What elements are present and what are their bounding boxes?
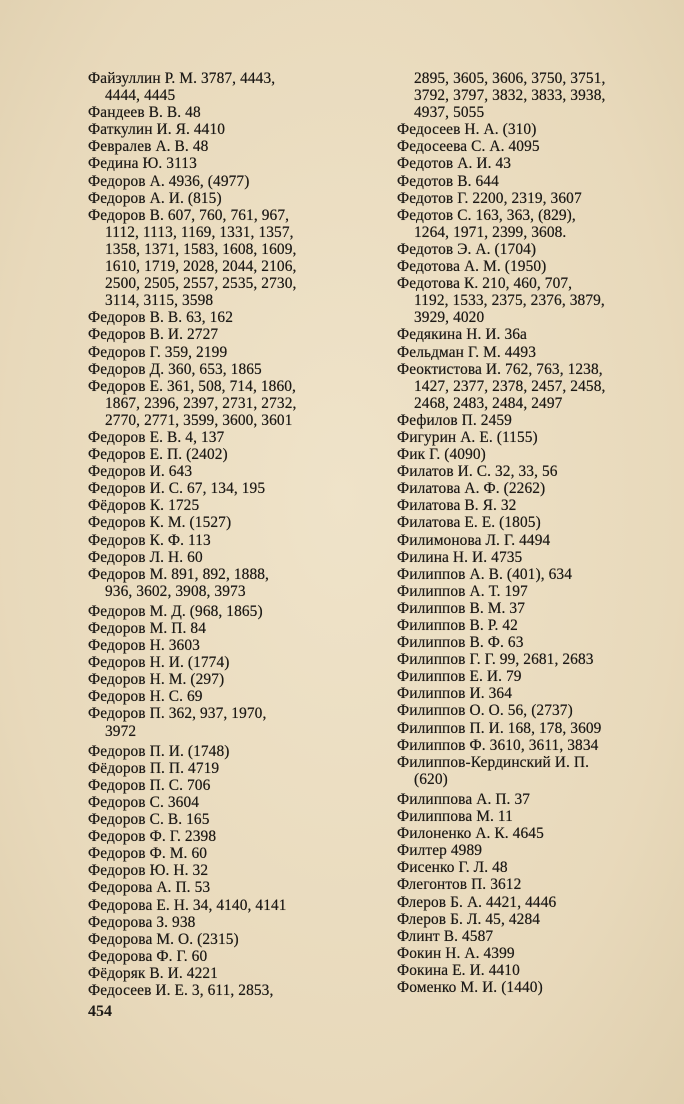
- entry-heading-line: Федоров С. В. 165: [88, 811, 210, 829]
- entry-heading-line: Федоров М. П. 84: [88, 620, 206, 637]
- entry-heading-line: Федоров А. 4936, (4977): [88, 172, 250, 190]
- entry-heading-line: Фоменко М. И. (1440): [397, 978, 543, 996]
- index-entry: [88, 70, 378, 104]
- entry-heading-line: Федоров Д. 360, 653, 1865: [88, 360, 262, 378]
- index-entry: [88, 794, 378, 811]
- entry-continuation-line: 1610, 1719, 2028, 2044, 2106,: [105, 258, 297, 276]
- index-entry: [397, 446, 684, 463]
- index-entry: [397, 808, 684, 825]
- entry-heading-line: Федотов Э. А. (1704): [397, 240, 537, 258]
- index-entry: [397, 532, 684, 549]
- index-entry: [88, 309, 378, 326]
- entry-heading-line: Федоров В. И. 2727: [88, 326, 219, 344]
- index-column-left: [88, 70, 378, 999]
- entry-heading-line: Флеров Б. А. 4421, 4446: [397, 893, 557, 911]
- entry-heading-line: Филатова Е. Е. (1805): [397, 514, 541, 532]
- entry-heading-line: Филиппов В. М. 37: [397, 599, 526, 617]
- index-entry: [397, 412, 684, 429]
- index-entry: [397, 121, 684, 138]
- entry-heading-line: Филиппов А. В. (401), 634: [397, 565, 572, 583]
- entry-heading-line: Филиппов Е. И. 79: [397, 668, 522, 686]
- index-entry: [397, 173, 684, 190]
- index-entry: [88, 620, 378, 637]
- index-entry: [88, 760, 378, 777]
- entry-heading-line: Федоров Н. С. 69: [88, 688, 203, 706]
- entry-continuation-line: 1264, 1971, 2399, 3608.: [414, 223, 567, 241]
- entry-heading-line: Филиппов Г. Г. 99, 2681, 2683: [397, 651, 594, 669]
- index-entry: [88, 480, 378, 497]
- index-entry: [88, 497, 378, 514]
- index-entry: [88, 463, 378, 480]
- index-entry: [397, 668, 684, 685]
- entry-heading-line: Федоров И. 643: [88, 463, 193, 481]
- entry-continuation-line: 2500, 2505, 2557, 2535, 2730,: [105, 275, 297, 293]
- index-entry: [88, 654, 378, 671]
- index-entry: [88, 862, 378, 879]
- entry-heading-line: Фокин Н. А. 4399: [397, 944, 515, 962]
- entry-continuation-line: 1358, 1371, 1583, 1608, 1609,: [105, 240, 297, 258]
- index-entry: [88, 173, 378, 190]
- entry-heading-line: Федоров А. И. (815): [88, 189, 222, 207]
- entry-heading-line: Федотов В. 644: [397, 172, 499, 190]
- index-entry: [397, 894, 684, 911]
- entry-heading-line: Фёдоров К. 1725: [88, 497, 200, 515]
- entry-heading-line: Филимонова Л. Г. 4494: [397, 531, 551, 549]
- index-entry: [397, 979, 684, 996]
- index-entry: [397, 549, 684, 566]
- index-entry: [88, 190, 378, 207]
- entry-heading-line: Федорова З. 938: [88, 913, 196, 931]
- index-entry: [397, 634, 684, 651]
- index-entry: [397, 138, 684, 155]
- index-entry: [88, 566, 378, 600]
- index-entry: [397, 928, 684, 945]
- entry-continuation-line: 936, 3602, 3908, 3973: [105, 582, 246, 600]
- index-entry: [88, 603, 378, 620]
- entry-heading-line: Федоров М. 891, 892, 1888,: [88, 565, 269, 583]
- entry-heading-line: Федоров И. С. 67, 134, 195: [88, 480, 266, 498]
- index-entry: [397, 651, 684, 668]
- index-entry: [88, 361, 378, 378]
- entry-heading-line: Федоров Н. М. (297): [88, 671, 225, 689]
- index-entry: [397, 497, 684, 514]
- index-entry: [88, 378, 378, 429]
- index-entry: [88, 514, 378, 531]
- entry-heading-line: Федина Ю. 3113: [88, 155, 197, 173]
- index-entry: [88, 931, 378, 948]
- index-entry: [397, 720, 684, 737]
- entry-heading-line: Федоров Е. 361, 508, 714, 1860,: [88, 377, 296, 395]
- entry-continuation-line: 2895, 3605, 3606, 3750, 3751,: [414, 70, 606, 87]
- index-entry: [397, 155, 684, 172]
- index-entry: [397, 463, 684, 480]
- entry-heading-line: Февралев А. В. 48: [88, 138, 209, 156]
- entry-heading-line: Федорова Ф. Г. 60: [88, 947, 208, 965]
- index-entry: [88, 965, 378, 982]
- index-entry: [88, 811, 378, 828]
- index-entry: [88, 138, 378, 155]
- index-entry: [88, 982, 378, 999]
- index-entry: [397, 825, 684, 842]
- index-entry: [88, 104, 378, 121]
- index-entry: [397, 566, 684, 583]
- index-entry: [88, 948, 378, 965]
- entry-continuation-line: 2468, 2483, 2484, 2497: [414, 394, 563, 412]
- index-entry: [397, 617, 684, 634]
- entry-heading-line: Филиппов О. О. 56, (2737): [397, 702, 573, 720]
- index-entry: [88, 879, 378, 896]
- entry-heading-line: Флегонтов П. 3612: [397, 876, 522, 894]
- entry-heading-line: Фик Г. (4090): [397, 446, 486, 464]
- entry-heading-line: Федосеев И. Е. 3, 611, 2853,: [88, 981, 274, 999]
- entry-heading-line: Федорова А. П. 53: [88, 879, 211, 897]
- index-entry: [397, 258, 684, 275]
- index-entry: [397, 207, 684, 241]
- entry-heading-line: Фельдман Г. М. 4493: [397, 343, 536, 361]
- entry-heading-line: Филиппов П. И. 168, 178, 3609: [397, 719, 602, 737]
- index-entry: [88, 344, 378, 361]
- entry-continuation-line: 2770, 2771, 3599, 3600, 3601: [105, 411, 293, 429]
- entry-heading-line: Феоктистова И. 762, 763, 1238,: [397, 360, 603, 378]
- entry-heading-line: Фефилов П. 2459: [397, 411, 512, 429]
- entry-heading-line: Фаткулин И. Я. 4410: [88, 121, 226, 139]
- index-entry: [88, 532, 378, 549]
- entry-heading-line: Филиппов Ф. 3610, 3611, 3834: [397, 736, 599, 754]
- entry-heading-line: Федоров Л. Н. 60: [88, 548, 203, 566]
- entry-continuation-line: (620): [414, 770, 448, 788]
- entry-heading-line: Федоров К. Ф. 113: [88, 531, 211, 549]
- index-entry: [88, 155, 378, 172]
- index-entry: [88, 637, 378, 654]
- entry-heading-line: Федотова К. 210, 460, 707,: [397, 275, 573, 293]
- index-entry: [88, 326, 378, 343]
- index-entry: [397, 876, 684, 893]
- entry-heading-line: Филатова В. Я. 32: [397, 497, 517, 515]
- index-entry: [397, 429, 684, 446]
- index-entry: [88, 845, 378, 862]
- entry-heading-line: Фисенко Г. Л. 48: [397, 859, 508, 877]
- entry-continuation-line: 1427, 2377, 2378, 2457, 2458,: [414, 377, 606, 395]
- index-entry: [88, 828, 378, 845]
- entry-heading-line: Федоров К. М. (1527): [88, 514, 232, 532]
- entry-heading-line: Федосеев Н. А. (310): [397, 121, 537, 139]
- entry-continuation-line: 3929, 4020: [414, 309, 485, 327]
- entry-heading-line: Федоров С. 3604: [88, 793, 200, 811]
- index-entry: [88, 777, 378, 794]
- entry-heading-line: Федоров Е. В. 4, 137: [88, 428, 225, 446]
- entry-heading-line: Федоров Ю. Н. 32: [88, 862, 209, 880]
- entry-heading-line: Филиппова А. П. 37: [397, 790, 531, 808]
- entry-heading-line: Федоров В. 607, 760, 761, 967,: [88, 206, 290, 224]
- entry-heading-line: Филиппова М. 11: [397, 808, 513, 826]
- entry-heading-line: Федякина Н. И. 36а: [397, 326, 527, 344]
- entry-heading-line: Флинт В. 4587: [397, 927, 494, 945]
- index-entry: [88, 705, 378, 739]
- entry-heading-line: Филоненко А. К. 4645: [397, 825, 544, 843]
- index-entry: [88, 429, 378, 446]
- index-entry: [397, 962, 684, 979]
- entry-heading-line: Филатова А. Ф. (2262): [397, 480, 546, 498]
- index-entry: [397, 737, 684, 754]
- entry-heading-line: Фокина Е. И. 4410: [397, 961, 520, 979]
- index-entry: [397, 514, 684, 531]
- entry-heading-line: Филтер 4989: [397, 842, 483, 860]
- index-entry: [397, 480, 684, 497]
- index-entry: [88, 897, 378, 914]
- entry-heading-line: Федосеева С. А. 4095: [397, 138, 540, 156]
- page-number: 454: [88, 1003, 112, 1020]
- entry-heading-line: Фигурин А. Е. (1155): [397, 428, 538, 446]
- entry-continuation-line: 1192, 1533, 2375, 2376, 3879,: [414, 292, 605, 310]
- index-entry: [397, 911, 684, 928]
- entry-heading-line: Федорова Е. Н. 34, 4140, 4141: [88, 896, 287, 914]
- entry-heading-line: Федоров П. И. (1748): [88, 742, 230, 760]
- entry-heading-line: Филиппов-Кердинский И. П.: [397, 753, 590, 771]
- entry-continuation-line: 4937, 5055: [414, 104, 485, 122]
- entry-continuation-line: 3114, 3115, 3598: [105, 292, 214, 310]
- index-entry: [397, 275, 684, 326]
- entry-heading-line: Федоров Е. П. (2402): [88, 446, 228, 464]
- index-entry: [88, 743, 378, 760]
- entry-heading-line: Фандеев В. В. 48: [88, 104, 201, 122]
- entry-heading-line: Филиппов И. 364: [397, 685, 512, 703]
- entry-heading-line: Файзуллин Р. М. 3787, 4443,: [88, 70, 276, 87]
- index-entry: [88, 207, 378, 310]
- entry-heading-line: Филина Н. И. 4735: [397, 548, 523, 566]
- entry-heading-line: Федорова М. О. (2315): [88, 930, 239, 948]
- index-entry: [397, 583, 684, 600]
- index-entry: [397, 344, 684, 361]
- index-entry: [397, 241, 684, 258]
- entry-heading-line: Фёдоров П. П. 4719: [88, 759, 220, 777]
- index-entry: [397, 791, 684, 808]
- index-entry: [397, 685, 684, 702]
- entry-heading-line: Федотова А. М. (1950): [397, 258, 547, 276]
- entry-heading-line: Федоров П. С. 706: [88, 776, 211, 794]
- entry-heading-line: Фёдоряк В. И. 4221: [88, 964, 218, 982]
- entry-heading-line: Флеров Б. Л. 45, 4284: [397, 910, 541, 928]
- entry-heading-line: Филатов И. С. 32, 33, 56: [397, 463, 558, 481]
- index-entry: [397, 842, 684, 859]
- index-entry-continuation: [397, 70, 684, 121]
- entry-heading-line: Федотов А. И. 43: [397, 155, 512, 173]
- index-entry: [88, 446, 378, 463]
- index-entry: [397, 326, 684, 343]
- entry-continuation-line: 1112, 1113, 1169, 1331, 1357,: [105, 223, 294, 241]
- index-entry: [88, 914, 378, 931]
- entry-heading-line: Федоров В. В. 63, 162: [88, 309, 234, 327]
- index-entry: [88, 688, 378, 705]
- index-entry: [397, 361, 684, 412]
- index-entry: [397, 600, 684, 617]
- index-entry: [88, 121, 378, 138]
- index-entry: [397, 859, 684, 876]
- entry-heading-line: Федотов Г. 2200, 2319, 3607: [397, 189, 582, 207]
- index-column-right: [397, 70, 684, 996]
- index-entry: [88, 671, 378, 688]
- entry-heading-line: Федоров П. 362, 937, 1970,: [88, 705, 267, 723]
- entry-continuation-line: 3792, 3797, 3832, 3833, 3938,: [414, 87, 606, 105]
- entry-heading-line: Федоров Ф. М. 60: [88, 845, 208, 863]
- entry-continuation-line: 4444, 4445: [105, 87, 176, 105]
- entry-heading-line: Филиппов В. Р. 42: [397, 617, 518, 634]
- entry-continuation-line: 3972: [105, 722, 137, 740]
- entry-heading-line: Федоров Н. 3603: [88, 637, 200, 655]
- entry-heading-line: Федоров Ф. Г. 2398: [88, 828, 217, 846]
- index-entry: [397, 702, 684, 719]
- index-entry: [397, 945, 684, 962]
- index-entry: [88, 549, 378, 566]
- index-entry: [397, 190, 684, 207]
- entry-heading-line: Федоров М. Д. (968, 1865): [88, 602, 263, 620]
- entry-heading-line: Филиппов В. Ф. 63: [397, 634, 524, 652]
- entry-heading-line: Федоров Н. И. (1774): [88, 654, 230, 672]
- entry-heading-line: Филиппов А. Т. 197: [397, 582, 528, 600]
- entry-heading-line: Федоров Г. 359, 2199: [88, 343, 228, 361]
- entry-continuation-line: 1867, 2396, 2397, 2731, 2732,: [105, 394, 297, 412]
- index-entry: [397, 754, 684, 788]
- entry-heading-line: Федотов С. 163, 363, (829),: [397, 206, 576, 224]
